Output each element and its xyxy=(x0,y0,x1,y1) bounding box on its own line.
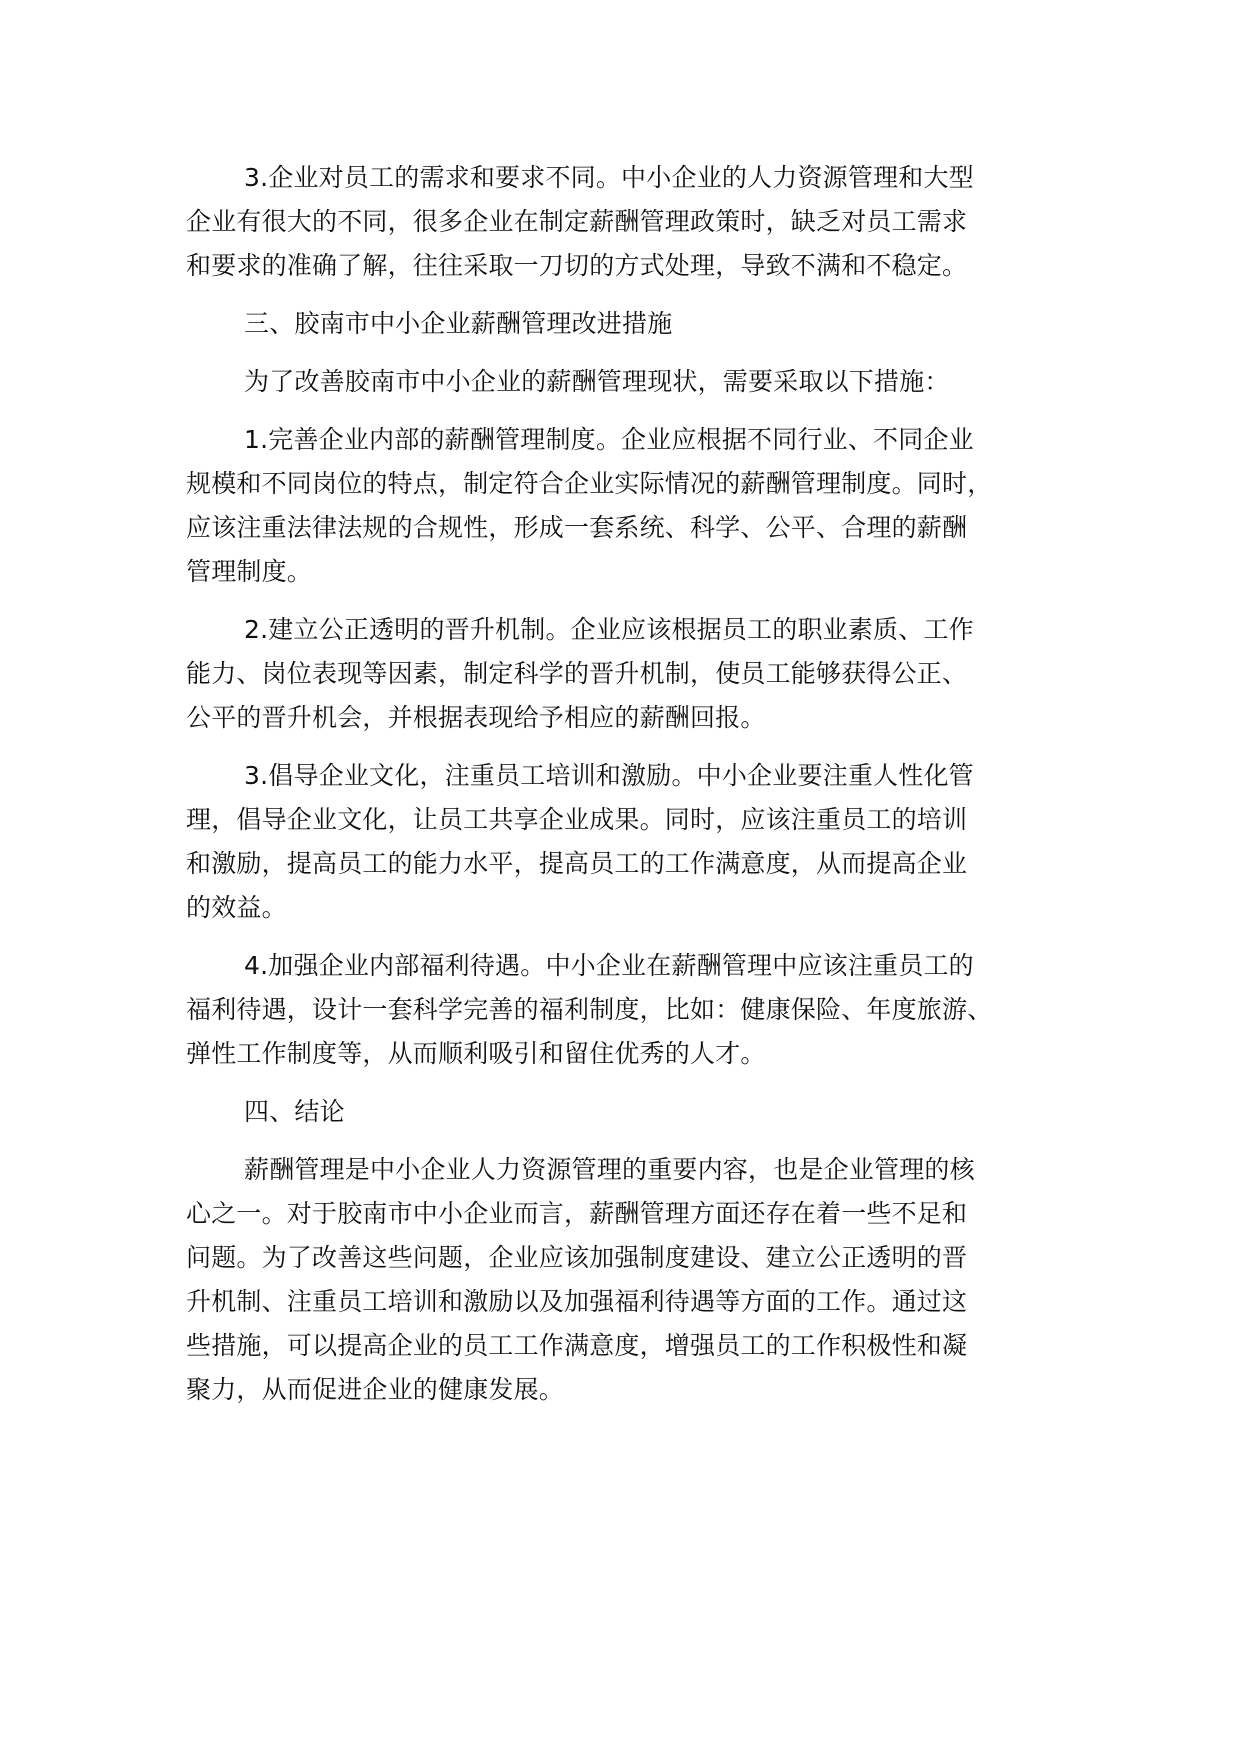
document-body xyxy=(186,156,1086,1412)
section-heading: 三、胶南市中小企业薪酬管理改进措施 xyxy=(244,309,673,338)
text-line: 理，倡导企业文化，让员工共享企业成果。同时，应该注重员工的培训 xyxy=(186,805,968,834)
text-line: 4.加强企业内部福利待遇。中小企业在薪酬管理中应该注重员工的 xyxy=(244,951,974,980)
text-line: 3.倡导企业文化，注重员工培训和激励。中小企业要注重人性化管 xyxy=(244,761,974,790)
paragraph-measure-2 xyxy=(186,608,1086,740)
paragraph-measure-1 xyxy=(186,418,1086,594)
text-line: 福利待遇，设计一套科学完善的福利制度，比如：健康保险、年度旅游、 xyxy=(186,995,993,1024)
text-line: 心之一。对于胶南市中小企业而言，薪酬管理方面还存在着一些不足和 xyxy=(186,1199,968,1228)
text-line: 聚力，从而促进企业的健康发展。 xyxy=(186,1375,565,1404)
text-line: 能力、岗位表现等因素，制定科学的晋升机制，使员工能够获得公正、 xyxy=(186,659,968,688)
text-line: 薪酬管理是中小企业人力资源管理的重要内容，也是企业管理的核 xyxy=(244,1155,975,1184)
text-line: 2.建立公正透明的晋升机制。企业应该根据员工的职业素质、工作 xyxy=(244,615,974,644)
text-line: 公平的晋升机会，并根据表现给予相应的薪酬回报。 xyxy=(186,703,766,732)
section-heading: 四、结论 xyxy=(244,1097,345,1126)
text-line: 弹性工作制度等，从而顺利吸引和留住优秀的人才。 xyxy=(186,1039,766,1068)
text-line: 应该注重法律法规的合规性，形成一套系统、科学、公平、合理的薪酬 xyxy=(186,513,968,542)
section-heading-improvement-measures xyxy=(186,302,1086,346)
text-line: 1.完善企业内部的薪酬管理制度。企业应根据不同行业、不同企业 xyxy=(244,425,974,454)
text-line: 问题。为了改善这些问题，企业应该加强制度建设、建立公正透明的晋 xyxy=(186,1243,968,1272)
text-line: 的效益。 xyxy=(186,893,287,922)
text-line: 升机制、注重员工培训和激励以及加强福利待遇等方面的工作。通过这 xyxy=(186,1287,968,1316)
paragraph-measures-intro xyxy=(186,360,1086,404)
text-line: 管理制度。 xyxy=(186,557,313,586)
text-line: 和激励，提高员工的能力水平，提高员工的工作满意度，从而提高企业 xyxy=(186,849,968,878)
paragraph-measure-3 xyxy=(186,754,1086,930)
text-line: 些措施，可以提高企业的员工工作满意度，增强员工的工作积极性和凝 xyxy=(186,1331,968,1360)
text-line: 为了改善胶南市中小企业的薪酬管理现状，需要采取以下措施： xyxy=(244,367,950,396)
text-line: 企业有很大的不同，很多企业在制定薪酬管理政策时，缺乏对员工需求 xyxy=(186,207,968,236)
text-line: 3.企业对员工的需求和要求不同。中小企业的人力资源管理和大型 xyxy=(244,163,974,192)
text-line: 规模和不同岗位的特点，制定符合企业实际情况的薪酬管理制度。同时， xyxy=(186,469,993,498)
paragraph-employee-needs xyxy=(186,156,1086,288)
paragraph-measure-4 xyxy=(186,944,1086,1076)
paragraph-conclusion xyxy=(186,1148,1086,1412)
section-heading-conclusion xyxy=(186,1090,1086,1134)
text-line: 和要求的准确了解，往往采取一刀切的方式处理，导致不满和不稳定。 xyxy=(186,251,968,280)
